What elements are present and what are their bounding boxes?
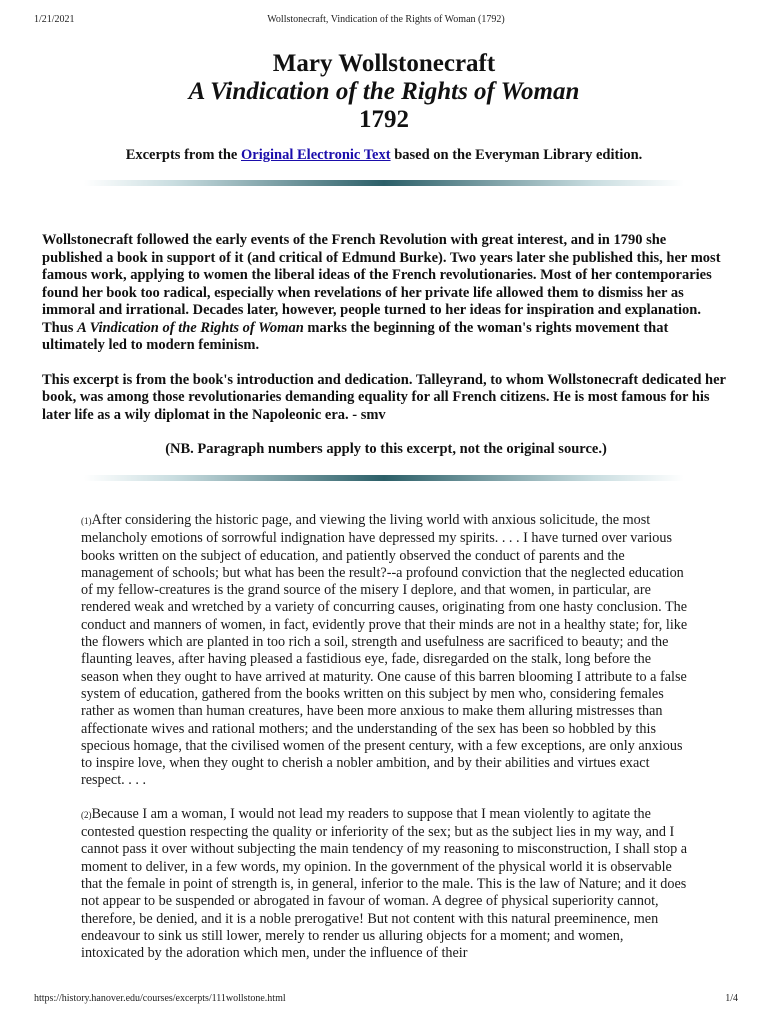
paragraph-number: (1) [81, 516, 92, 526]
source-suffix: based on the Everyman Library edition. [390, 147, 643, 163]
title-block [0, 50, 768, 134]
excerpt-paragraph-2 [81, 806, 688, 963]
introduction [42, 232, 730, 476]
print-header [34, 14, 738, 28]
print-date: 1/21/2021 [34, 14, 75, 25]
intro-p1-text: Wollstonecraft followed the early events of the French Revolution with great interest, and in 1790 she published a book in support of it (and critical of Edmund Burke). Two years later she published this, her most famous work, applying to women the liberal ideas of the French revolutionaries. Most of her contemporaries found her book too radical, especially when revelations of her private life allowed them to dismiss her as immoral and irrational. Decades later, however, people turned to her ideas for inspiration and explanation. Thus [42, 232, 721, 336]
intro-p1-text-end: marks the beginning of the woman's rights movement that ultimately led to modern feminism. [42, 319, 669, 353]
original-electronic-text-link[interactable]: Original Electronic Text [241, 147, 391, 163]
publication-year: 1792 [359, 106, 409, 133]
page-number: 1/4 [725, 993, 738, 1004]
intro-p1-book-title: A Vindication of the Rights of Woman [77, 319, 304, 336]
paragraph-number: (2) [81, 809, 92, 820]
source-line [0, 147, 768, 164]
excerpt-p2-text: Because I am a woman, I would not lead my readers to suppose that I mean violently to agitate the contested question respecting the quality or inferiority of the sex; but as the subject lies in my way, and I cannot pass it over without subjecting the main tendency of my reasoning to misconstruction, I shall stop a moment to deliver, in a few words, my opinion. In the government of the physical world it is observable that the female in point of strength is, in general, inferior to the male. This is the law of Nature; and it does not appear to be suspended or abrogated in favour of woman. A degree of physical superiority cannot, therefore, be denied, and it is a noble prerogative! But not content with this natural preeminence, men endeavour to sink us still lower, merely to render us alluring objects for a moment; and women, intoxicated by the adoration which men, under the influence of their [81, 805, 688, 962]
source-prefix: Excerpts from the [125, 147, 241, 163]
divider-rule-top [84, 180, 684, 186]
author-heading: Mary Wollstonecraft [272, 50, 496, 77]
paragraph-number-note: (NB. Paragraph numbers apply to this excerpt, not the original source.) [165, 441, 607, 457]
print-footer [34, 993, 738, 1007]
excerpt-body [81, 512, 688, 978]
divider-rule-bottom [84, 475, 684, 481]
print-page-title: Wollstonecraft, Vindication of the Rights of Woman (1792) [267, 14, 505, 25]
excerpt-paragraph-1 [81, 512, 688, 790]
page-url: https://history.hanover.edu/courses/excerpts/111wollstone.html [34, 993, 286, 1004]
excerpt-p1-text: After considering the historic page, and viewing the living world with anxious solicitude, the most melancholy emotions of sorrowful indignation have depressed my spirits. . . . I have turned over various books written on the subject of education, and patiently observed the conduct of parents and the management of schools; but what has been the result?--a profound conviction that the neglected education of my fellow-creatures is the grand source of the misery I deplore, and that women, in particular, are rendered weak and wretched by a variety of concurring causes, originating from one hasty conclusion. The conduct and manners of women, in fact, evidently prove that their minds are not in a healthy state; for, like the flowers which are planted in too rich a soil, strength and usefulness are sacrificed to beauty; and the flaunting leaves, after having pleased a fastidious eye, fade, disregarded on the stalk, long before the season when they ought to have arrived at maturity. One cause of this barren blooming I attribute to a false system of education, gathered from the books written on this subject by men who, considering females rather as women than human creatures, have been more anxious to make them alluring mistresses than affectionate wives and rational mothers; and the understanding of the sex has been so hobbled by this specious homage, that the civilised women of the present century, with a few exceptions, are only anxious to inspire love, when they ought to cherish a nobler ambition, and by their abilities and virtues exact respect. . . . [81, 512, 688, 789]
work-title: A Vindication of the Rights of Woman [188, 78, 580, 105]
intro-paragraph-2: This excerpt is from the book's introduction and dedication. Talleyrand, to whom Wollstonecraft dedicated her book, was among those revolutionaries demanding equality for all French citizens. He is most famous for his later life as a wily diplomat in the Napoleonic era. - smv [42, 371, 726, 423]
intro-paragraph-1 [42, 232, 730, 355]
